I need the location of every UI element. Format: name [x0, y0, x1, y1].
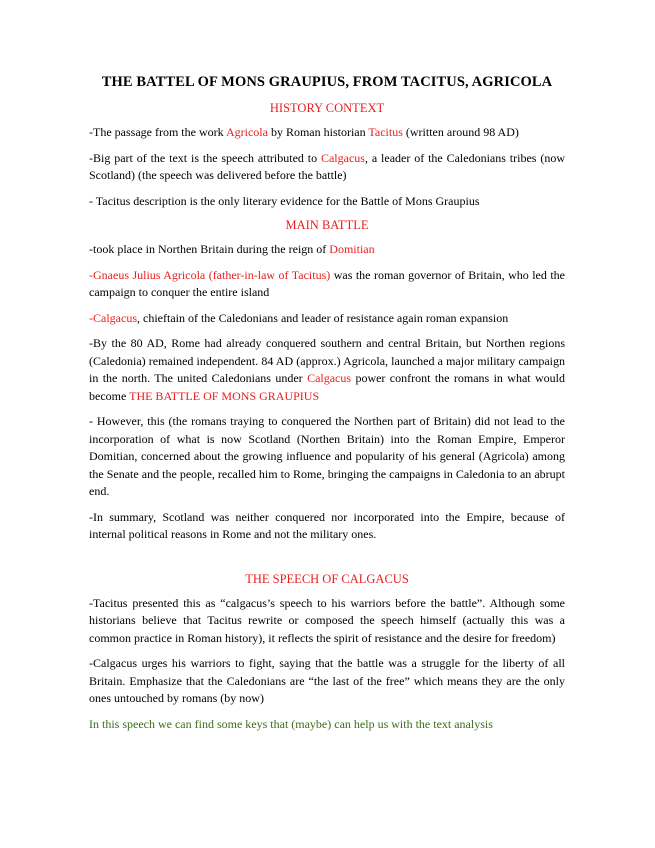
- document-title: THE BATTEL OF MONS GRAUPIUS, FROM TACITUS, AGRICOLA: [101, 74, 553, 90]
- highlight-calgacus: Calgacus: [307, 371, 352, 385]
- speech-paragraph-1: -Tacitus presented this as “calgacus’s speech to his warriors before the battle”. Although some historians believe that Tacitus rewrite or composed the speech himself (actually this was a common practice in Roman history), it reflects the spirit of resistance and the desire for freedom): [89, 595, 565, 645]
- document-page: [89, 74, 565, 741]
- battle-paragraph-2: -Gnaeus Julius Agricola (father-in-law of Tacitus) was the roman governor of Britain, who led the campaign to conquer the entire island: [89, 267, 566, 299]
- battle-paragraph-3: -Calgacus, chieftain of the Caledonians and leader of resistance again roman expansion: [89, 310, 509, 325]
- battle-paragraph-1: -took place in Northen Britain during the reign of Domitian: [89, 242, 375, 256]
- highlight-domitian: Domitian: [329, 242, 375, 256]
- highlight-tacitus: Tacitus: [368, 125, 403, 139]
- highlight-calgacus: Calgacus: [93, 310, 137, 325]
- battle-paragraph-5: - However, this (the romans traying to conquered the Northen part of Britain) did not lead to the incorporation of what is now Scotland (Northen Britain) into the Roman Empire, Emperor Domitian, concerned about the growing influence and popularity of his general (Agricola) among the Senate and the people, recalled him to Rome, bringing the campaigns in Caledonia to an abrupt end.: [89, 414, 565, 498]
- battle-paragraph-6: -In summary, Scotland was neither conquered nor incorporated into the Empire, because of internal political reasons in Rome and not the military ones.: [89, 509, 565, 541]
- history-paragraph-2: -Big part of the text is the speech attributed to Calgacus, a leader of the Caledonians tribes (now Scotland) (the speech was delivered before the battle): [89, 150, 565, 182]
- highlight-agricola: Agricola: [225, 125, 268, 139]
- section-heading-main-battle: MAIN BATTLE: [285, 218, 369, 232]
- section-spacer: [89, 552, 565, 572]
- section-heading-history-context: HISTORY CONTEXT: [269, 101, 385, 115]
- speech-paragraph-2: -Calgacus urges his warriors to fight, saying that the battle was a struggle for the liberty of all Britain. Emphasize that the Caledonians are “the last of the free” which means they are the only ones untouched by romans (by now): [89, 656, 565, 705]
- highlight-battle-name: THE BATTLE OF MONS GRAUPIUS: [129, 388, 320, 403]
- history-paragraph-3: - Tacitus description is the only literary evidence for the Battle of Mons Graupius: [89, 193, 480, 208]
- history-paragraph-1: -The passage from the work Agricola by Roman historian Tacitus (written around 98 AD): [89, 125, 519, 139]
- highlight-gnaeus-agricola: Gnaeus Julius Agricola (father-in-law of Tacitus): [93, 267, 331, 282]
- highlight-calgacus: Calgacus: [320, 150, 365, 165]
- battle-paragraph-4: -By the 80 AD, Rome had already conquered southern and central Britain, but Northen regions (Caledonia) remained independent. 84 AD (approx.) Agricola, launched a major military campaign in the north. The united Caledonians under Calgacus power confront the romans in what would become THE BATTLE OF MONS GRAUPIUS: [89, 336, 565, 403]
- section-heading-speech: THE SPEECH OF CALGACUS: [245, 571, 409, 586]
- speech-note: In this speech we can find some keys that (maybe) can help us with the text analysis: [89, 716, 493, 731]
